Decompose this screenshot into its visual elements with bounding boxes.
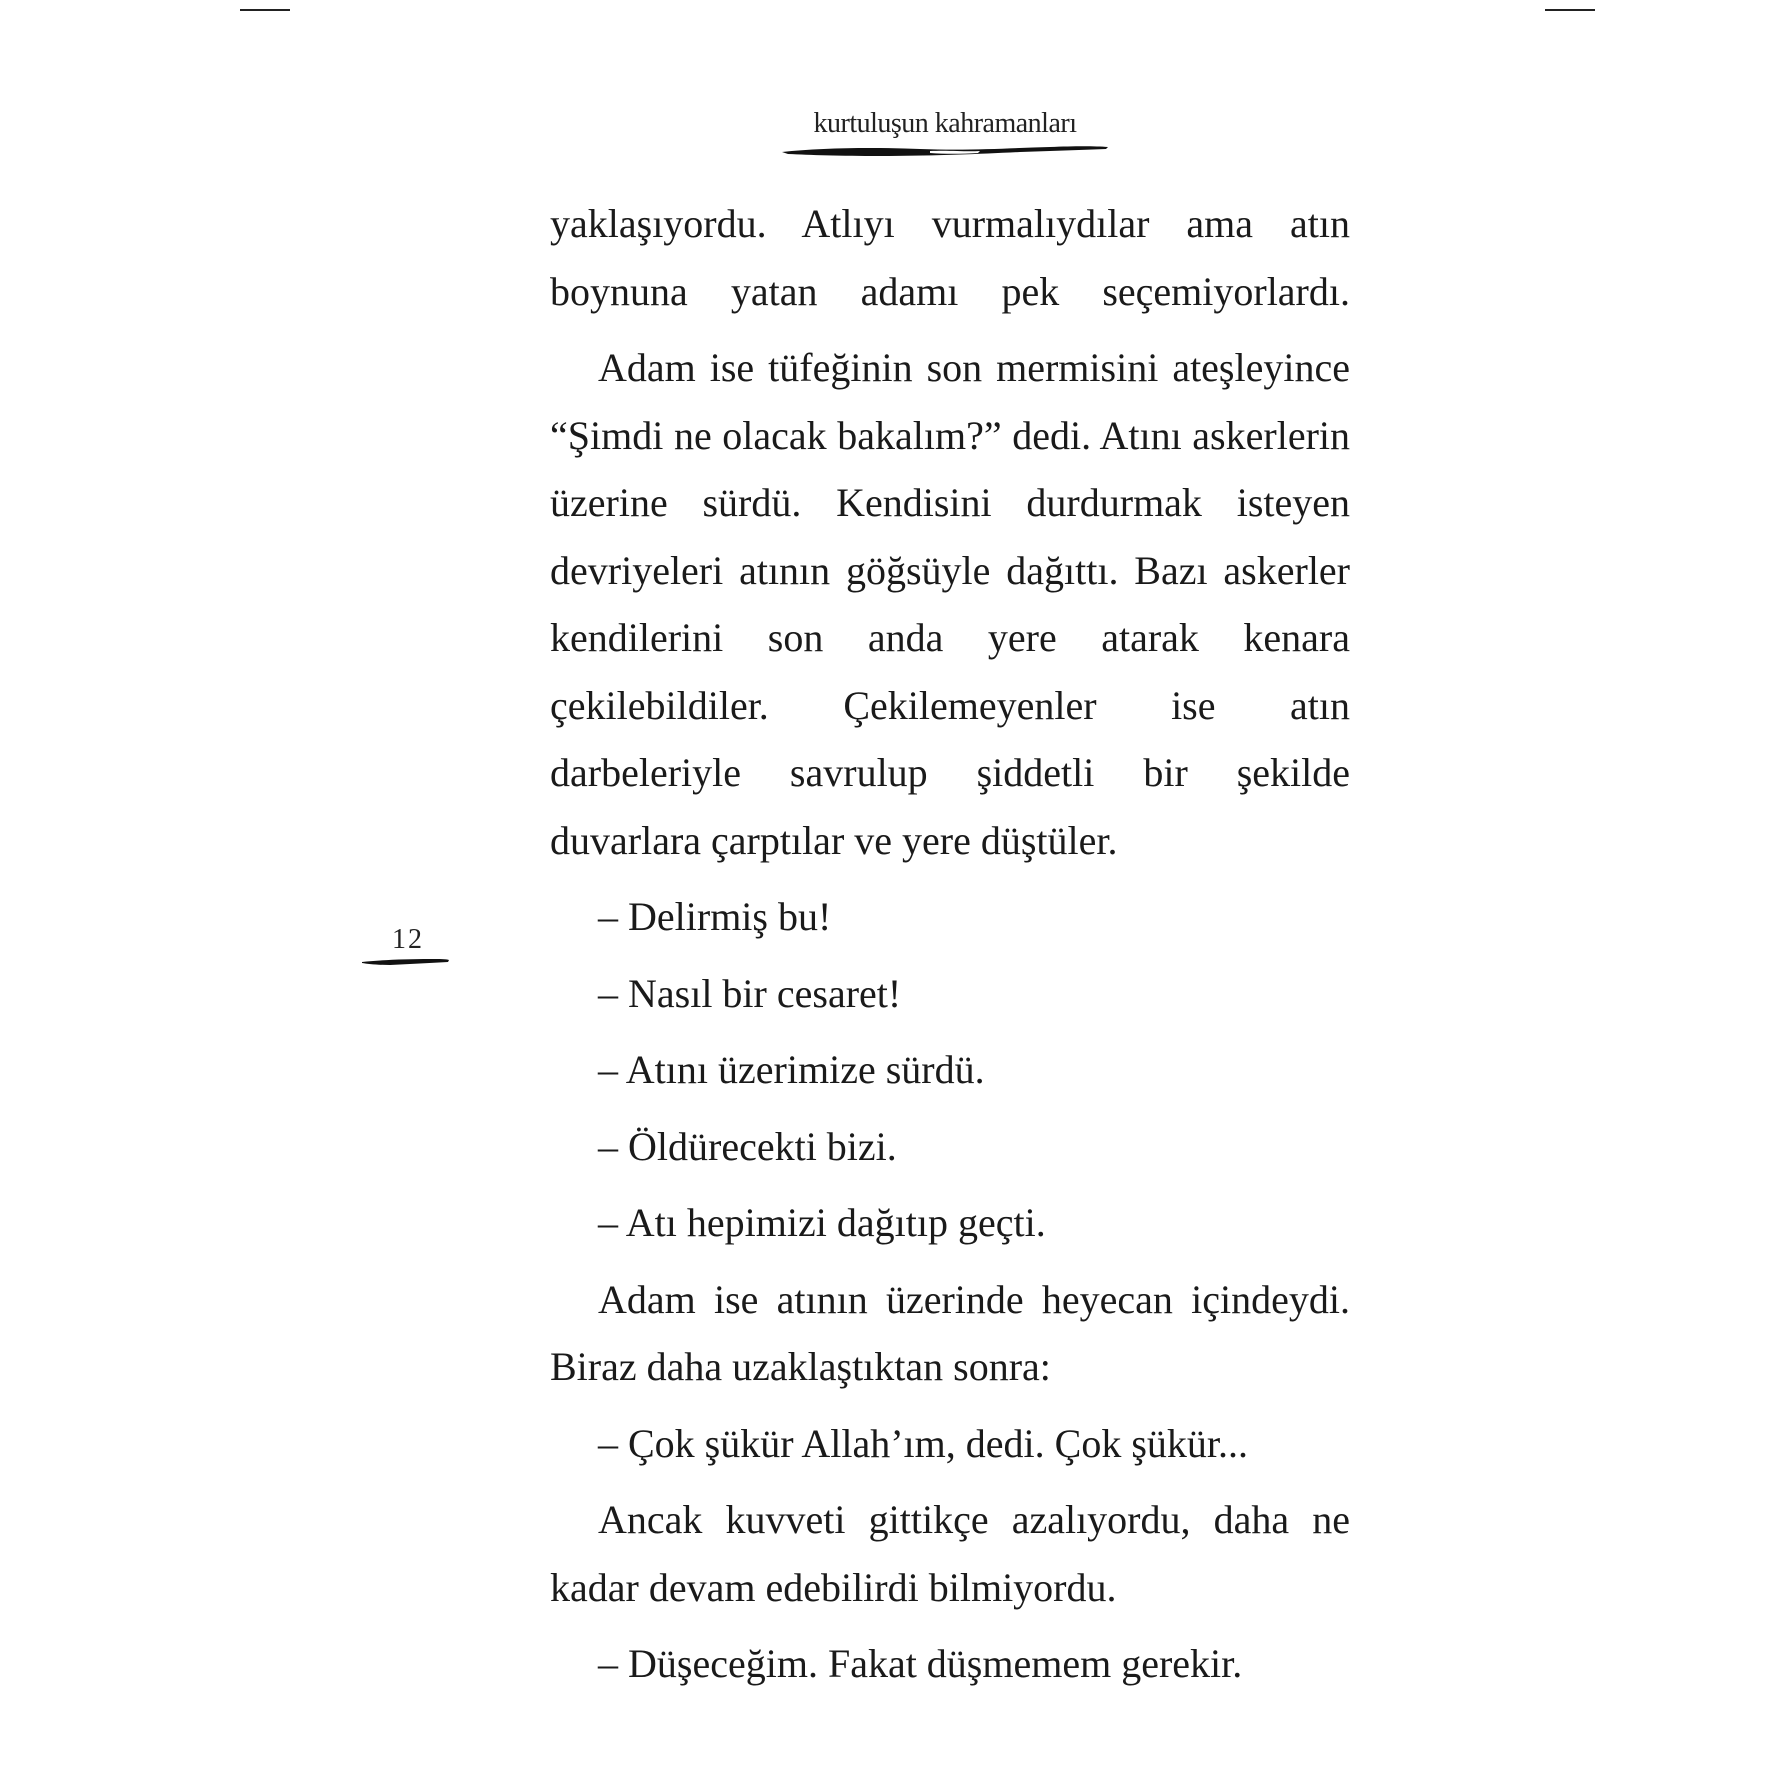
paragraph: Adam ise tüfeğinin son mermisini ateşleyince “Şimdi ne olacak bakalım?” dedi. Atını askerlerin üzerine sürdü. Kendisini durdurmak isteyen devriyeleri atının göğsüyle dağıttı. Bazı askerler kendilerini son anda yere atarak kenara çekilebildiler. Çekilemeyenler ise atın darbeleriyle savrulup şiddetli bir şekilde duvarlara çarptılar ve yere düştüler.: [550, 345, 1350, 863]
dialogue-line: – Düşeceğim. Fakat düşmemem gerekir.: [598, 1641, 1243, 1686]
dialogue-line: – Delirmiş bu!: [598, 894, 832, 939]
page-number-brush-icon: [360, 956, 450, 968]
dialogue-line: – Çok şükür Allah’ım, dedi. Çok şükür...: [598, 1420, 1248, 1466]
body-text: [550, 190, 1350, 1698]
crop-mark-left: [240, 9, 290, 11]
paragraph: Adam ise atının üzerinde heyecan içindeydi. Biraz daha uzaklaştıktan sonra:: [550, 1276, 1350, 1389]
page-number: 12: [392, 924, 424, 955]
dialogue-line: – Öldürecekti bizi.: [598, 1123, 897, 1169]
running-head-title: kurtuluşun kahramanları: [813, 108, 1077, 139]
page-number-block: [360, 924, 450, 968]
paragraph: Ancak kuvveti gittikçe azalıyordu, daha ne kadar devam edebilirdi bilmiyordu.: [550, 1497, 1350, 1610]
crop-mark-right: [1545, 9, 1595, 11]
paragraph: yaklaşıyordu. Atlıyı vurmalıydılar ama atın boynuna yatan adamı pek seçemiyorlardı.: [550, 201, 1350, 314]
dialogue-line: – Atı hepimizi dağıtıp geçti.: [598, 1200, 1046, 1245]
brush-stroke-ornament: [780, 142, 1110, 160]
dialogue-line: – Atını üzerimize sürdü.: [598, 1047, 985, 1092]
dialogue-line: – Nasıl bir cesaret!: [598, 970, 902, 1016]
running-head: [780, 106, 1110, 160]
